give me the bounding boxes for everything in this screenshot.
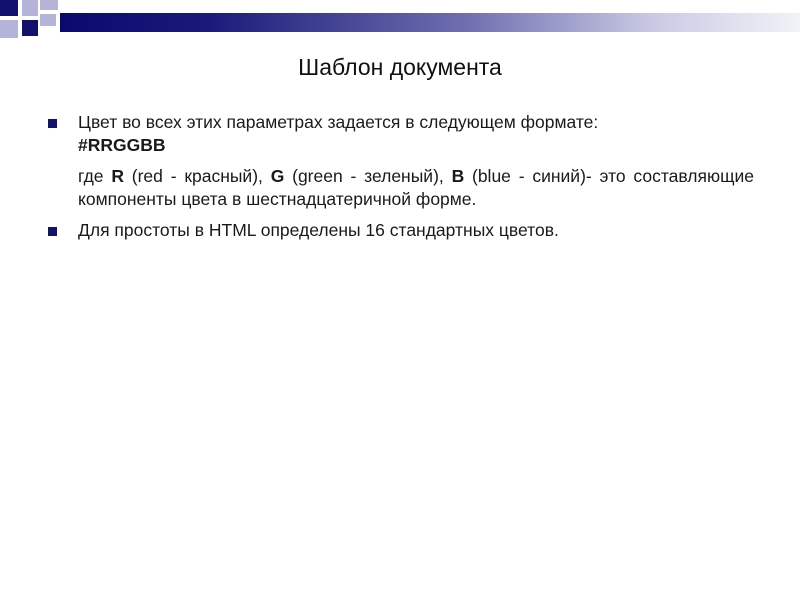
color-format-code: #RRGGBB: [78, 135, 166, 155]
bullet-item: [48, 111, 754, 157]
slide-title: Шаблон документа: [298, 54, 502, 80]
square-bullet-icon: [48, 227, 57, 236]
square-bullet-icon: [48, 119, 57, 128]
bullet-text: Для простоты в HTML определены 16 стандартных цветов.: [78, 220, 559, 240]
corner-square-decoration: [40, 0, 58, 10]
explanation-paragraph: [48, 165, 754, 211]
corner-square-decoration: [22, 20, 38, 36]
r-description: (red - красный),: [123, 166, 271, 186]
slide-content: [48, 111, 754, 242]
g-letter: G: [270, 166, 285, 186]
decorative-header-band: [0, 0, 800, 38]
b-letter: B: [451, 166, 465, 186]
bullet-item: [48, 219, 754, 242]
b-description: (blue - синий)- это составляющие компоненты цвета в шестнадцатеричной форме.: [78, 166, 755, 209]
explanation-prefix: где: [78, 166, 112, 186]
bullet-text: Цвет во всех этих параметрах задается в следующем формате:: [78, 112, 599, 132]
g-description: (green - зеленый),: [284, 166, 452, 186]
gradient-title-bar: [60, 13, 800, 32]
corner-square-decoration: [0, 20, 18, 38]
corner-square-decoration: [22, 0, 38, 16]
r-letter: R: [111, 166, 124, 186]
corner-square-decoration: [40, 14, 56, 26]
corner-square-decoration: [0, 0, 18, 16]
